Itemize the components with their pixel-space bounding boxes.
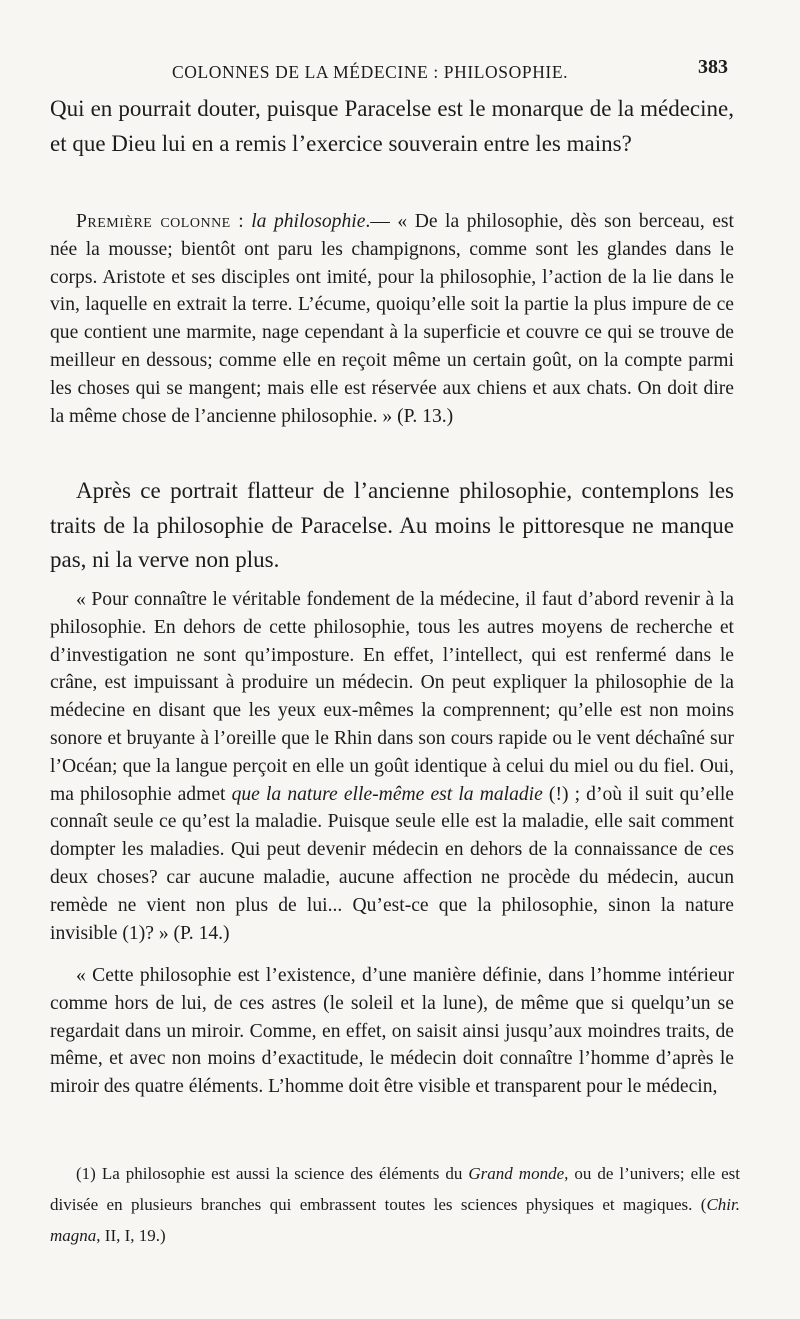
footnote-emphasis-chir-magna: Chir. magna [50,1195,740,1245]
first-column-lead: Première colonne [76,211,231,232]
quote-foundation-b: (!) ; d’où il suit qu’elle connaît seule ce qu’est la maladie. Puisque seule elle est la maladie, elle sait comment dompter les maladies. Qui peut devenir médecin en dehors de la connaissance de ces deux choses? car aucune maladie, aucune affection ne procède du médecin, aucun remède ne vient non plus de lui... Qu’est-ce que la philosophie, sinon la nature invisible (1)? » (P. 14.) [50,783,735,944]
quote-foundation-emphasis: que la nature elle-même est la maladie [231,783,543,805]
footnote [50,1158,740,1251]
quote-foundation-a: « Pour connaître le véritable fondement de la médecine, il faut d’abord revenir à la philosophie. En dehors de cette philosophie, tous les autres moyens de recherche et d’investigation ne sont qu’imposture. En effet, l’intellect, qui est renfermé dans le crâne, est impuissant à produire un médecin. On peut expliquer la philosophie de la médecine en disant que les yeux eux-mêmes la comprennent; qu’elle est non moins sonore et bruyante à l’oreille que le Rhin dans son cours rapide ou le vent déchaîné sur l’Océan; que la langue perçoit en elle un goût identique à celui du miel ou du fiel. Oui, ma philosophie admet [50,589,734,805]
paragraph-intro [50,92,734,161]
quote-first-column [50,208,734,430]
paragraph-commentary-text: Après ce portrait flatteur de l’ancienne philosophie, contemplons les traits de la philosophie de Paracelse. Au moins le pittoresque ne manque pas, ni la verve non plus. [50,478,734,572]
running-title: COLONNES DE LA MÉDECINE : PHILOSOPHIE. [172,62,569,82]
paragraph-intro-text: Qui en pourrait douter, puisque Paracelse est le monarque de la médecine, et que Dieu lui en a remis l’exercice souverain entre les mains? [50,96,734,156]
page-header [50,52,740,92]
footnote-b: , ou de l’univers; elle est divisée en plusieurs branches qui embrassent toutes les sciences physiques et magiques. ( [50,1164,740,1214]
quote-existence-text: « Cette philosophie est l’existence, d’une manière définie, dans l’homme intérieur comme hors de lui, de ces astres (le soleil et la lune), de même que si quelqu’un se regardait dans un miroir. Comme, en effet, on saisit ainsi jusqu’aux moindres traits, de même, et avec non moins d’exactitude, le médecin doit connaître l’homme d’après le miroir des quatre éléments. L’homme doit être visible et transparent pour le médecin, [50,965,734,1098]
quote-existence [50,962,734,1101]
paragraph-commentary [50,474,734,578]
footnote-emphasis-grand-monde: Grand monde [468,1164,565,1183]
first-column-separator: : [230,211,252,232]
first-column-body: .— « De la philosophie, dès son berceau, est née la mousse; bientôt ont paru les champignons, comme sont les glandes dans le corps. Aristote et ses disciples ont imité, pour la philosophie, l’action de la lie dans le vin, laquelle en extrait la terre. L’écume, quoiqu’elle soit la partie la plus impure de ce que contient une marmite, nage cependant à la superficie et couvre ce qui se trouve de meilleur en dessous; comme elle en reçoit même un certain goût, on la compte parmi les choses qui se mangent; mais elle est réservée aux chiens et aux chats. On doit dire la même chose de l’ancienne philosophie. » (P. 13.) [50,211,734,427]
first-column-title: la philosophie [251,211,366,232]
footnote-c: , II, I, 19.) [96,1226,166,1245]
page-number: 383 [698,56,728,78]
quote-foundation [50,586,734,947]
footnote-a: (1) La philosophie est aussi la science des éléments du [76,1164,469,1183]
